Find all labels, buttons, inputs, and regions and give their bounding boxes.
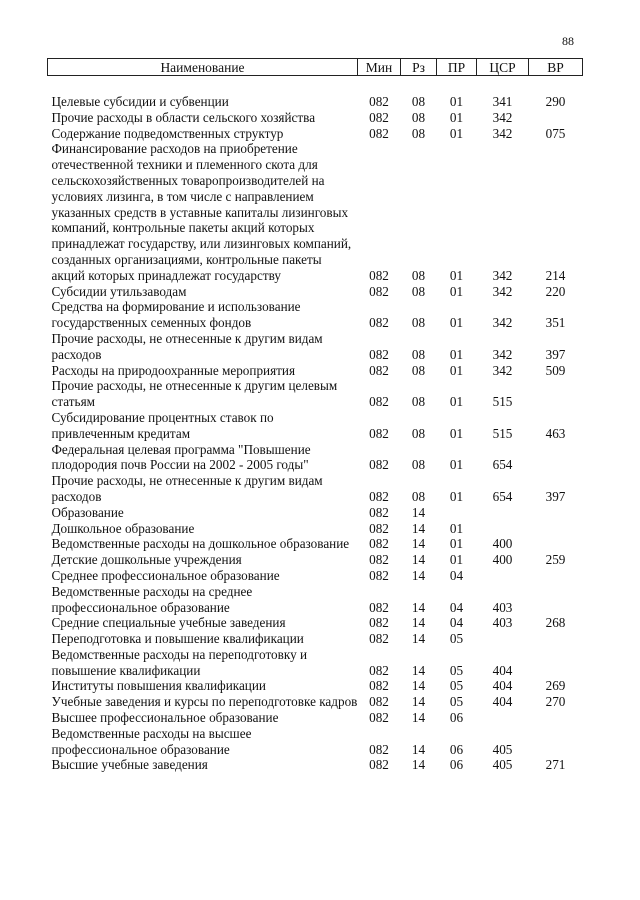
cell-name: Финансирование расходов на приобретение отечественной техники и племенного скота для сельскохозяйственных товаропроизводителей на условиях лизинга, в том числе с направлением указанных средств в уставные капиталы лизинговых компаний, контрольные пакеты акций которых принадлежат государству, или лизинговых компаний, созданных организациями, контрольные пакеты акций которых принадлежат государству (51, 141, 352, 283)
cell-pr: 01 (449, 362, 464, 378)
table-row (48, 678, 583, 694)
cell-min: 082 (369, 536, 389, 552)
cell-vr: 269 (545, 678, 566, 694)
cell-pr (437, 505, 477, 521)
cell-pr: 06 (449, 710, 464, 726)
table-row (48, 584, 583, 616)
cell-csr: 404 (492, 662, 513, 678)
cell-name: Средние специальные учебные заведения (51, 615, 286, 631)
cell-vr: 271 (545, 757, 566, 773)
cell-name: Целевые субсидии и субвенции (51, 94, 229, 109)
table-row (48, 110, 583, 126)
cell-rz: 08 (411, 425, 426, 441)
table-row (48, 568, 583, 584)
table-row (48, 647, 583, 679)
table-row (48, 126, 583, 142)
cell-csr: 515 (492, 425, 513, 441)
cell-rz: 14 (411, 567, 426, 583)
cell-name: Прочие расходы, не отнесенные к другим видам расходов (51, 473, 323, 504)
cell-rz: 14 (411, 662, 426, 678)
cell-csr (477, 631, 529, 647)
cell-vr (529, 505, 583, 521)
cell-rz: 08 (411, 267, 426, 283)
cell-csr: 400 (492, 552, 513, 568)
cell-vr: 220 (545, 283, 566, 299)
cell-min: 082 (369, 504, 389, 520)
cell-vr (529, 442, 583, 474)
cell-name: Высшие учебные заведения (51, 757, 208, 773)
cell-csr: 515 (492, 394, 513, 410)
cell-vr: 463 (545, 425, 566, 441)
table-row (48, 536, 583, 552)
page-number: 88 (562, 34, 574, 48)
cell-vr: 075 (545, 125, 566, 141)
cell-min: 082 (369, 741, 389, 757)
cell-min: 082 (369, 315, 389, 331)
cell-rz: 14 (411, 536, 426, 552)
cell-vr: 268 (545, 615, 566, 631)
header-pr: ПР (437, 59, 477, 76)
cell-csr: 404 (492, 694, 513, 710)
cell-csr: 342 (492, 315, 513, 331)
table-row (48, 726, 583, 758)
cell-pr: 06 (449, 741, 464, 757)
cell-pr: 01 (449, 267, 464, 283)
cell-name: Прочие расходы в области сельского хозяйства (51, 109, 316, 125)
cell-rz: 14 (411, 741, 426, 757)
cell-name: Ведомственные расходы на дошкольное образование (51, 536, 350, 552)
budget-classification-table (47, 58, 583, 773)
cell-csr: 342 (492, 267, 513, 283)
header-spacer (48, 76, 583, 95)
cell-pr: 06 (449, 757, 464, 773)
cell-name: Высшее профессиональное образование (51, 710, 279, 726)
cell-name: Дошкольное образование (51, 520, 195, 536)
table-row (48, 331, 583, 363)
cell-rz: 14 (411, 631, 426, 647)
cell-vr (529, 568, 583, 584)
cell-min: 082 (369, 125, 389, 141)
cell-vr: 397 (545, 346, 566, 362)
cell-name: Среднее профессиональное образование (51, 567, 280, 583)
table-row (48, 615, 583, 631)
table-row (48, 442, 583, 474)
cell-min: 082 (369, 599, 389, 615)
table-row (48, 521, 583, 537)
table-row (48, 505, 583, 521)
cell-rz: 08 (411, 94, 426, 109)
header-min: Мин (358, 59, 401, 76)
cell-min: 082 (369, 615, 389, 631)
header-vr: ВР (529, 59, 583, 76)
cell-rz: 14 (411, 599, 426, 615)
cell-rz: 14 (411, 504, 426, 520)
cell-min: 082 (369, 346, 389, 362)
cell-vr (529, 536, 583, 552)
cell-csr (477, 505, 529, 521)
cell-pr: 01 (449, 457, 464, 473)
header-rz: Рз (401, 59, 437, 76)
cell-min: 082 (369, 757, 389, 773)
table-row (48, 299, 583, 331)
cell-csr: 342 (492, 346, 513, 362)
cell-name: Прочие расходы, не отнесенные к другим видам расходов (51, 330, 323, 362)
cell-vr (529, 110, 583, 126)
cell-pr: 01 (449, 394, 464, 410)
cell-min: 082 (369, 631, 389, 647)
cell-rz: 14 (411, 694, 426, 710)
cell-pr: 05 (449, 631, 464, 647)
table-row (48, 631, 583, 647)
cell-vr (529, 631, 583, 647)
cell-vr: 397 (545, 488, 566, 504)
cell-pr: 01 (449, 94, 464, 109)
cell-pr: 01 (449, 346, 464, 362)
cell-pr: 01 (449, 552, 464, 568)
cell-vr (529, 710, 583, 726)
cell-min: 082 (369, 678, 389, 694)
cell-min: 082 (369, 694, 389, 710)
table-header (48, 59, 583, 76)
cell-min: 082 (369, 520, 389, 536)
cell-name: Ведомственные расходы на высшее профессиональное образование (51, 725, 252, 757)
cell-csr: 405 (492, 757, 513, 773)
cell-rz: 08 (411, 109, 426, 125)
table-row (48, 473, 583, 505)
cell-pr: 05 (449, 662, 464, 678)
cell-csr: 404 (492, 678, 513, 694)
cell-rz: 14 (411, 757, 426, 773)
cell-min: 082 (369, 457, 389, 473)
cell-csr: 342 (492, 125, 513, 141)
cell-vr: 259 (545, 552, 566, 568)
cell-pr: 05 (449, 678, 464, 694)
cell-vr: 290 (545, 94, 566, 109)
table-row (48, 94, 583, 110)
cell-min: 082 (369, 394, 389, 410)
cell-vr (529, 584, 583, 616)
cell-name: Средства на формирование и использование государственных семенных фондов (51, 299, 301, 331)
cell-csr: 405 (492, 741, 513, 757)
cell-pr: 04 (449, 567, 464, 583)
cell-min: 082 (369, 567, 389, 583)
cell-name: Ведомственные расходы на переподготовку и повышение квалификации (51, 646, 308, 678)
cell-name: Ведомственные расходы на среднее профессиональное образование (51, 583, 253, 615)
cell-min: 082 (369, 109, 389, 125)
cell-pr: 04 (449, 615, 464, 631)
cell-csr: 342 (492, 283, 513, 299)
cell-name: Образование (51, 504, 124, 520)
table-row (48, 710, 583, 726)
cell-rz: 14 (411, 552, 426, 568)
cell-min: 082 (369, 94, 389, 109)
cell-name: Институты повышения квалификации (51, 678, 266, 694)
cell-csr (477, 521, 529, 537)
cell-pr: 01 (449, 283, 464, 299)
cell-vr (529, 521, 583, 537)
cell-rz: 14 (411, 520, 426, 536)
cell-vr: 509 (545, 362, 566, 378)
table-body (48, 76, 583, 774)
cell-min: 082 (369, 552, 389, 568)
cell-vr (529, 647, 583, 679)
cell-name: Детские дошкольные учреждения (51, 552, 242, 568)
cell-min: 082 (369, 662, 389, 678)
table-row (48, 694, 583, 710)
header-name: Наименование (48, 59, 358, 76)
cell-pr: 01 (449, 315, 464, 331)
table-row (48, 757, 583, 773)
cell-rz: 14 (411, 710, 426, 726)
table-row (48, 378, 583, 410)
table-row (48, 363, 583, 379)
cell-rz: 08 (411, 283, 426, 299)
cell-pr: 04 (449, 599, 464, 615)
cell-csr: 341 (492, 94, 513, 109)
cell-pr: 01 (449, 488, 464, 504)
cell-min: 082 (369, 362, 389, 378)
cell-min: 082 (369, 425, 389, 441)
cell-rz: 08 (411, 362, 426, 378)
cell-rz: 08 (411, 315, 426, 331)
cell-name: Субсидирование процентных ставок по привлеченным кредитам (51, 409, 274, 441)
cell-csr: 400 (492, 536, 513, 552)
cell-vr: 214 (545, 267, 566, 283)
cell-csr: 342 (492, 109, 513, 125)
cell-min: 082 (369, 488, 389, 504)
header-csr: ЦСР (477, 59, 529, 76)
cell-csr (477, 710, 529, 726)
cell-name: Субсидии утильзаводам (51, 283, 187, 299)
cell-min: 082 (369, 283, 389, 299)
cell-min: 082 (369, 267, 389, 283)
cell-pr: 01 (449, 536, 464, 552)
cell-pr: 05 (449, 694, 464, 710)
cell-name: Федеральная целевая программа "Повышение плодородия почв России на 2002 - 2005 годы" (51, 441, 311, 473)
cell-rz: 14 (411, 615, 426, 631)
cell-rz: 08 (411, 488, 426, 504)
cell-name: Переподготовка и повышение квалификации (51, 631, 304, 647)
cell-pr: 01 (449, 425, 464, 441)
cell-vr: 351 (545, 315, 566, 331)
table-row (48, 410, 583, 442)
cell-pr: 01 (449, 125, 464, 141)
cell-name: Учебные заведения и курсы по переподготовке кадров (51, 694, 358, 710)
cell-vr: 270 (545, 694, 566, 710)
cell-name: Содержание подведомственных структур (51, 125, 284, 141)
cell-min: 082 (369, 710, 389, 726)
cell-csr: 654 (492, 457, 513, 473)
cell-pr: 01 (449, 109, 464, 125)
table-row (48, 552, 583, 568)
cell-name: Расходы на природоохранные мероприятия (51, 362, 296, 378)
cell-rz: 08 (411, 346, 426, 362)
cell-csr: 403 (492, 599, 513, 615)
table-row (48, 284, 583, 300)
cell-pr: 01 (449, 520, 464, 536)
cell-rz: 08 (411, 125, 426, 141)
cell-name: Прочие расходы, не отнесенные к другим целевым статьям (51, 378, 338, 410)
table-row (48, 141, 583, 283)
cell-vr (529, 726, 583, 758)
cell-rz: 14 (411, 678, 426, 694)
cell-csr: 654 (492, 488, 513, 504)
cell-rz: 08 (411, 457, 426, 473)
cell-csr (477, 568, 529, 584)
cell-vr (529, 378, 583, 410)
cell-csr: 342 (492, 362, 513, 378)
cell-csr: 403 (492, 615, 513, 631)
cell-rz: 08 (411, 394, 426, 410)
